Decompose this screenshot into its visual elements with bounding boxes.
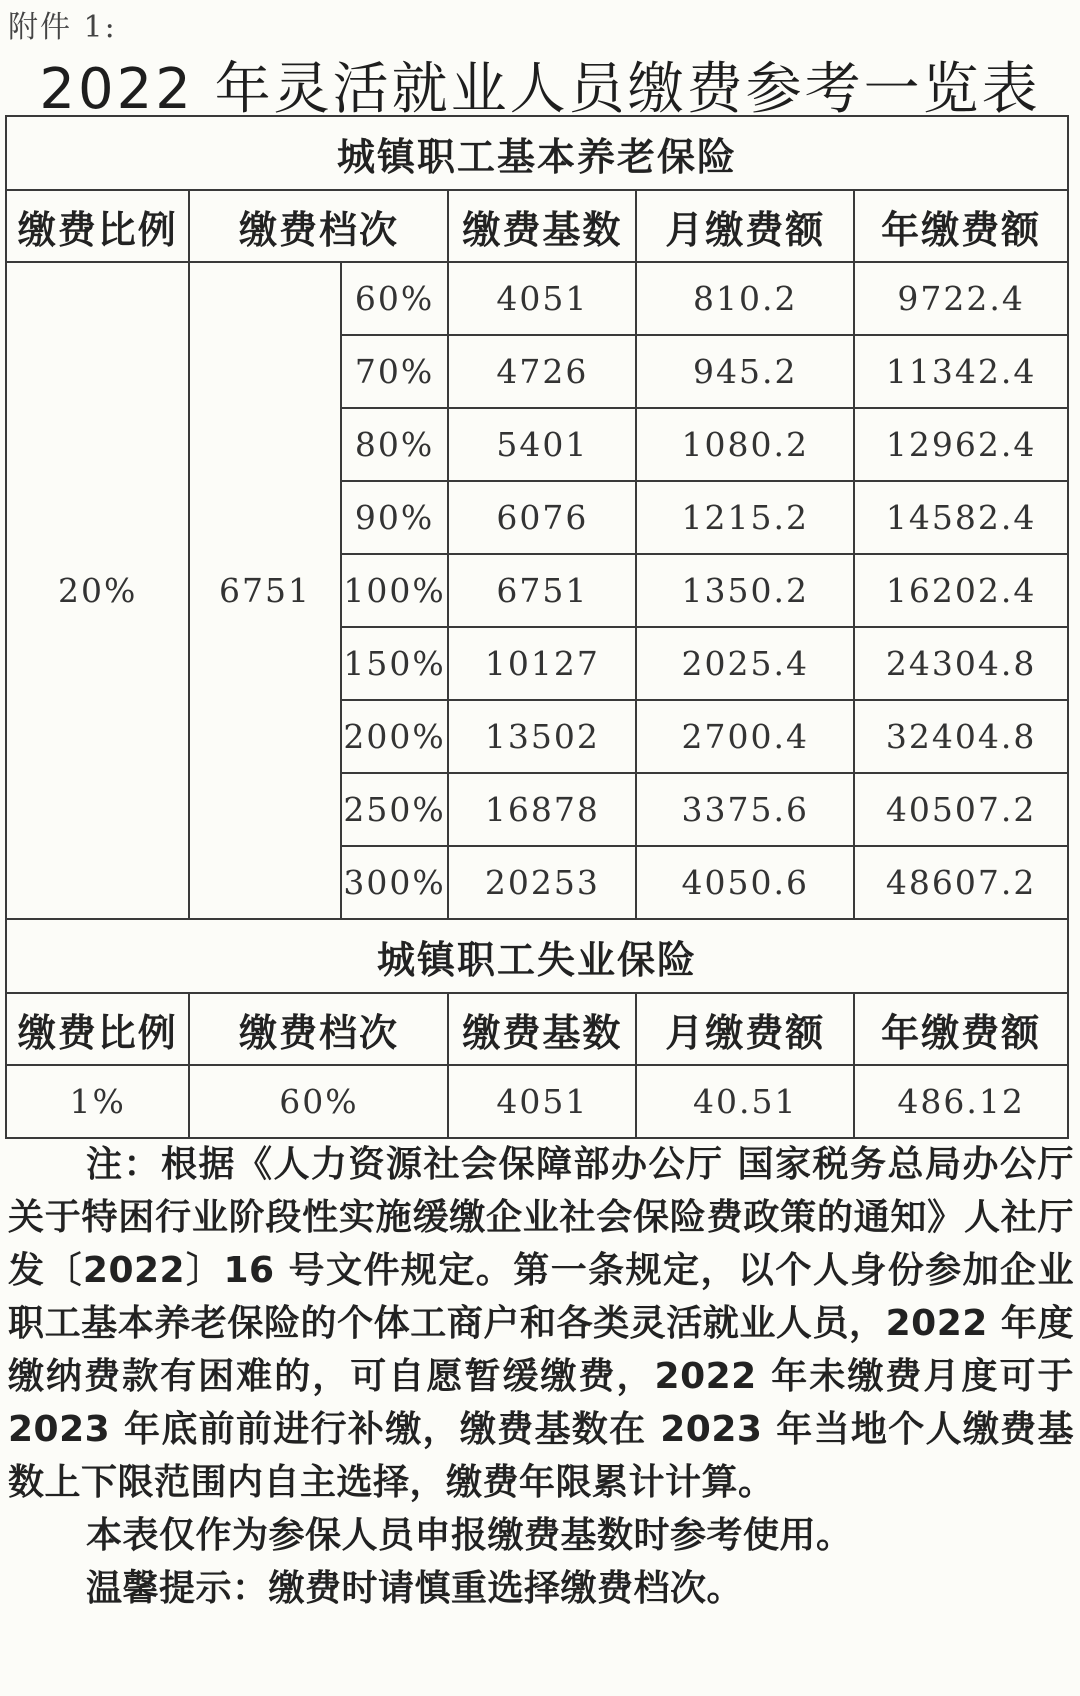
- base-cell: 16878: [448, 773, 636, 846]
- unemployment-header-row: [6, 993, 1068, 1065]
- fee-table: [5, 115, 1069, 1139]
- table-row: [6, 262, 1068, 335]
- monthly-cell: 945.2: [636, 335, 854, 408]
- annual-cell: 48607.2: [854, 846, 1068, 919]
- annual-cell: 24304.8: [854, 627, 1068, 700]
- header-rate: 缴费比例: [6, 190, 189, 262]
- annual-cell: 12962.4: [854, 408, 1068, 481]
- base-cell: 20253: [448, 846, 636, 919]
- header-monthly: 月缴费额: [636, 993, 854, 1065]
- annual-cell: 14582.4: [854, 481, 1068, 554]
- base-cell: 10127: [448, 627, 636, 700]
- monthly-cell: 810.2: [636, 262, 854, 335]
- monthly-cell: 2700.4: [636, 700, 854, 773]
- base-cell: 5401: [448, 408, 636, 481]
- header-monthly: 月缴费额: [636, 190, 854, 262]
- header-level: 缴费档次: [189, 993, 448, 1065]
- level-cell: 80%: [341, 408, 449, 481]
- pension-header-row: [6, 190, 1068, 262]
- level-cell: 300%: [341, 846, 449, 919]
- annual-cell: 9722.4: [854, 262, 1068, 335]
- base-cell: 4726: [448, 335, 636, 408]
- level-cell: 100%: [341, 554, 449, 627]
- monthly-cell: 1080.2: [636, 408, 854, 481]
- attachment-label: 附件 1:: [8, 10, 117, 45]
- level-cell: 70%: [341, 335, 449, 408]
- header-annual: 年缴费额: [854, 190, 1068, 262]
- monthly-cell: 3375.6: [636, 773, 854, 846]
- annual-cell: 16202.4: [854, 554, 1068, 627]
- annual-cell: 11342.4: [854, 335, 1068, 408]
- notes-block: [8, 1138, 1074, 1615]
- monthly-cell: 40.51: [636, 1065, 854, 1138]
- unemployment-section-title: 城镇职工失业保险: [6, 919, 1068, 993]
- level-cell: 150%: [341, 627, 449, 700]
- rate-cell: 1%: [6, 1065, 189, 1138]
- base-cell: 13502: [448, 700, 636, 773]
- warm-tip: 温馨提示：缴费时请慎重选择缴费档次。: [86, 1568, 744, 1609]
- level-cell: 60%: [341, 262, 449, 335]
- base-cell: 4051: [448, 262, 636, 335]
- base-cell: 6751: [448, 554, 636, 627]
- annual-cell: 32404.8: [854, 700, 1068, 773]
- unemployment-section-row: [6, 919, 1068, 993]
- pension-rate-cell: 20%: [6, 262, 189, 919]
- annual-cell: 40507.2: [854, 773, 1068, 846]
- pension-section-row: [6, 116, 1068, 190]
- policy-note: 注：根据《人力资源社会保障部办公厅 国家税务总局办公厅关于特困行业阶段性实施缓缴企业社会保险费政策的通知》人社厅发〔2022〕16 号文件规定。第一条规定，以个人身份参加企业职工基本养老保险的个体工商户和各类灵活就业人员，2022 年度缴纳费款有困难的，可自愿暂缓缴费，2022 年未缴费月度可于 2023 年底前前进行补缴，缴费基数在 2023 年当地个人缴费基数上下限范围内自主选择，缴费年限累计计算。: [8, 1144, 1074, 1503]
- reference-note: 本表仅作为参保人员申报缴费基数时参考使用。: [86, 1515, 853, 1556]
- header-rate: 缴费比例: [6, 993, 189, 1065]
- table-row: [6, 1065, 1068, 1138]
- header-annual: 年缴费额: [854, 993, 1068, 1065]
- pension-section-title: 城镇职工基本养老保险: [6, 116, 1068, 190]
- monthly-cell: 1215.2: [636, 481, 854, 554]
- level-cell: 90%: [341, 481, 449, 554]
- monthly-cell: 4050.6: [636, 846, 854, 919]
- monthly-cell: 1350.2: [636, 554, 854, 627]
- header-base: 缴费基数: [448, 190, 636, 262]
- level-cell: 250%: [341, 773, 449, 846]
- page-title: 2022 年灵活就业人员缴费参考一览表: [39, 57, 1041, 122]
- pension-base-cell: 6751: [189, 262, 340, 919]
- annual-cell: 486.12: [854, 1065, 1068, 1138]
- level-cell: 200%: [341, 700, 449, 773]
- monthly-cell: 2025.4: [636, 627, 854, 700]
- base-cell: 6076: [448, 481, 636, 554]
- header-level: 缴费档次: [189, 190, 448, 262]
- level-cell: 60%: [189, 1065, 448, 1138]
- header-base: 缴费基数: [448, 993, 636, 1065]
- base-cell: 4051: [448, 1065, 636, 1138]
